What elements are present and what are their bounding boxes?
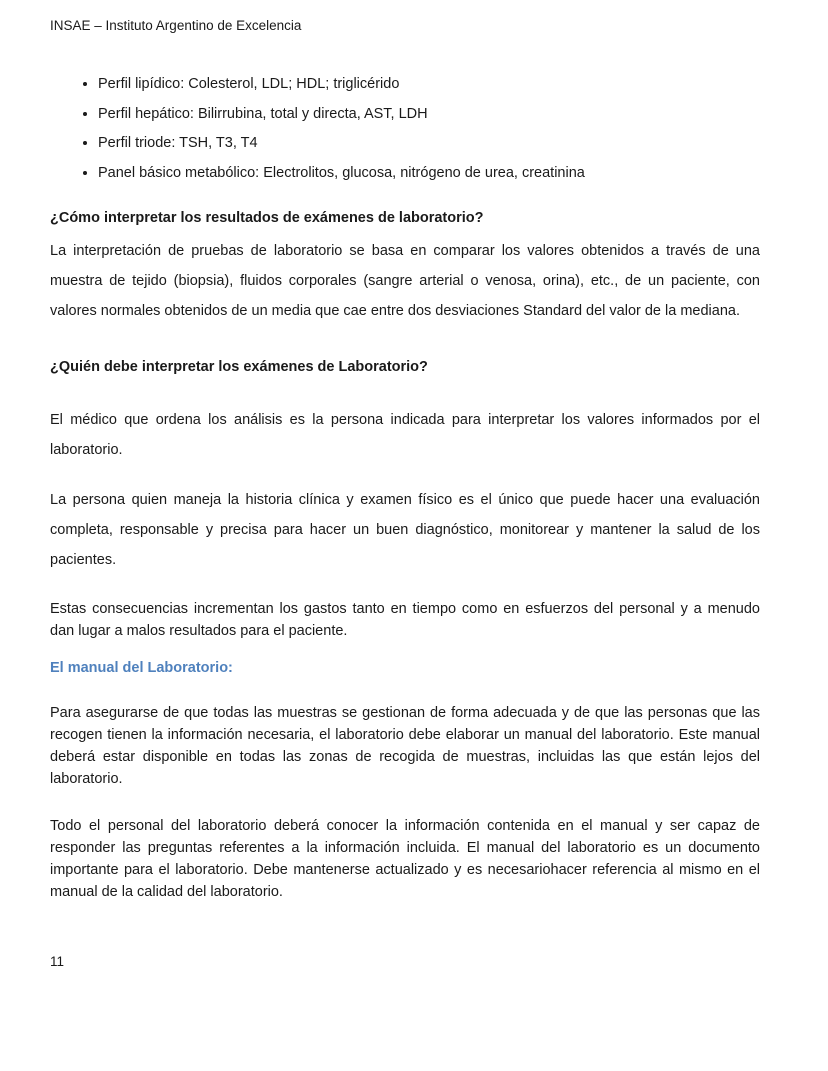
page-number: 11 (50, 954, 65, 969)
paragraph-clinical-history: La persona quien maneja la historia clínica y examen físico es el único que puede hacer una evaluación completa, responsable y precisa para hacer un buen diagnóstico, monitorear y mantener la salud de los pacientes. (50, 492, 760, 568)
lab-profile-list (50, 70, 818, 188)
paragraph-physician: El médico que ordena los análisis es la persona indicada para interpretar los valores informados por el laboratorio. (50, 412, 760, 458)
list-item: • Perfil hepático: Bilirrubina, total y directa, AST, LDH (98, 100, 818, 130)
paragraph-manual-staff: Todo el personal del laboratorio deberá conocer la información contenida en el manual y ser capaz de responder las preguntas referentes a la información incluida. El manual del laboratorio es un documento importante para el laboratorio. Debe mantenerse actualizado y es necesariohacer referencia al mismo en el manual de la calidad del laboratorio. (50, 818, 760, 900)
section-heading-interpret-results: ¿Cómo interpretar los resultados de exámenes de laboratorio? (50, 210, 484, 226)
list-item: • Perfil triode: TSH, T3, T4 (98, 129, 818, 159)
paragraph-manual-purpose: Para asegurarse de que todas las muestras se gestionan de forma adecuada y de que las personas que las recogen tienen la información necesaria, el laboratorio debe elaborar un manual del laboratorio. Este manual deberá estar disponible en todas las zonas de recogida de muestras, incluidas las que están lejos del laboratorio. (50, 705, 760, 787)
section-heading-lab-manual: El manual del Laboratorio: (50, 660, 233, 676)
list-item: • Perfil lipídico: Colesterol, LDL; HDL; triglicérido (98, 70, 818, 100)
paragraph-interpretation: La interpretación de pruebas de laboratorio se basa en comparar los valores obtenidos a través de una muestra de tejido (biopsia), fluidos corporales (sangre arterial o venosa, orina), etc., de un paciente, con valores normales obtenidos de un media que cae entre dos desviaciones Standard del valor de la mediana. (50, 243, 760, 319)
page-header: INSAE – Instituto Argentino de Excelencia (50, 18, 302, 33)
list-item: • Panel básico metabólico: Electrolitos, glucosa, nitrógeno de urea, creatinina (98, 159, 818, 189)
paragraph-consequences: Estas consecuencias incrementan los gastos tanto en tiempo como en esfuerzos del personal y a menudo dan lugar a malos resultados para el paciente. (50, 601, 760, 639)
section-heading-who-interprets: ¿Quién debe interpretar los exámenes de Laboratorio? (50, 359, 428, 375)
